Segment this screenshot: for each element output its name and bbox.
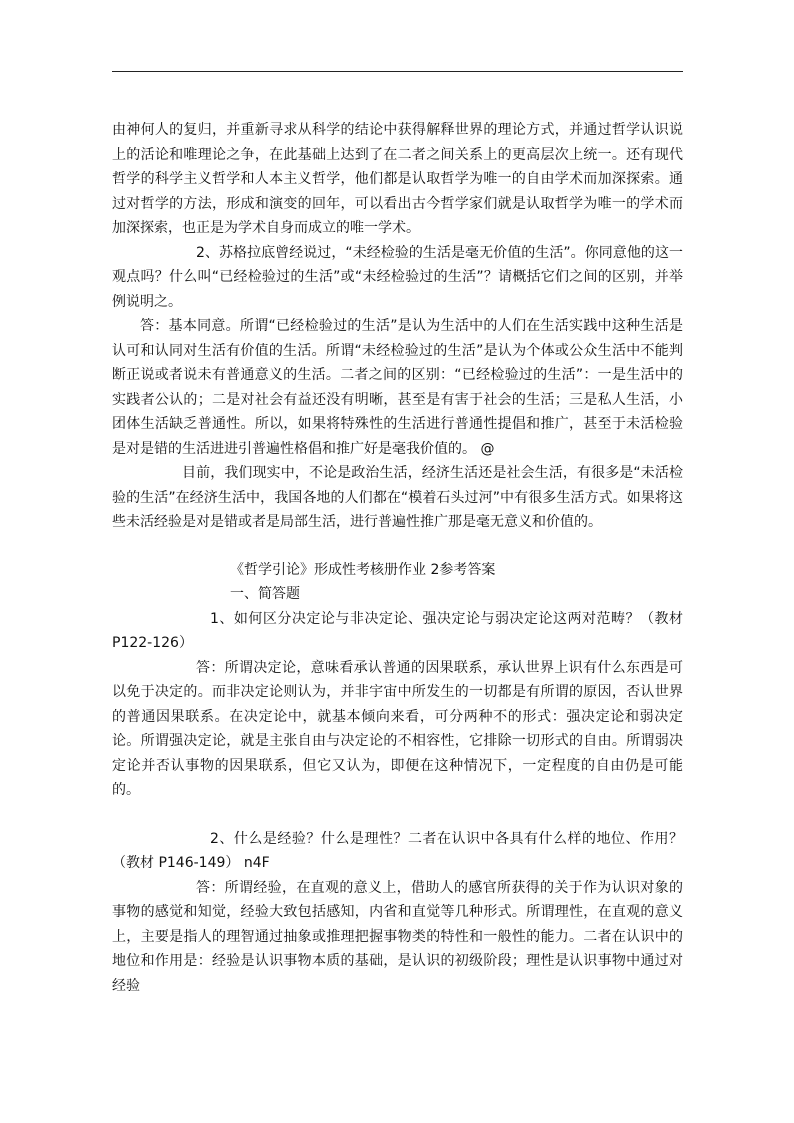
answer-2-experience: 答：所谓经验，在直观的意义上，借助人的感官所获得的关于作为认识对象的事物的感觉和知觉，经验大致包括感知，内省和直觉等几种形式。所谓理性，在直观的意义上，主要是指人的理智通过抽象或推理把握事物类的特性和一般性的能力。二者在认识中的地位和作用是：经验是认识事物本质的基础，是认识的初级阶段；理性是认识事物中通过对经验 [112,879,683,994]
paragraph-continuation: 由神何人的复归，并重新寻求从科学的结论中获得解释世界的理论方式，并通过哲学认识说上的活论和唯理论之争，在此基础上达到了在二者之间关系上的更高层次上统一。还有现代哲学的科学主义哲学和人本主义哲学，他们都是认取哲学为唯一的自由学术而加深探索。通过对哲学的方法，形成和演变的回年，可以看出古今哲学家们就是认取哲学为唯一的学术而加深探索，也正是为学术自身而成立的唯一学术。 [112,122,683,236]
section-title: 《哲学引论》形成性考核册作业 2参考答案 [230,561,496,578]
answer-2-socrates: 答：基本同意。所谓“已经检验过的生活”是认为生活中的人们在生活实践中这种生活是认可和认同对生活有价值的生活。所谓“未经检验过的生活”是认为个体或公众生活中不能判断正说或者说未有普通意义的生活。二者之间的区别：“已经检验过的生活”：一是生活中的实践者公认的；二是对社会有益还没有明晰，甚至是有害于社会的生活；三是私人生活，小团体生活缺乏普通性。所以，如果将特殊性的生活进行普通性提倡和推广，甚至于未活检验是对是错的生活进进引普遍性格倡和推广好是毫我价值的。 @ [112,318,683,457]
question-2-socrates: 2、苏格拉底曾经说过，“未经检验的生活是毫无价值的生活”。你同意他的这一观点吗？什么叫“已经检验过的生活”或“未经检验过的生活”？请概括它们之间的区别，并举例说明之。 [112,244,683,310]
paragraph-current-life: 目前，我们现实中，不论是政治生活，经济生活还是社会生活，有很多是“未活检验的生活”在经济生活中，我国各地的人们都在“模着石头过河”中有很多生活方式。如果将这些未活经验是对是错或者是局部生活，进行普遍性推广那是毫无意义和价值的。 [112,465,683,530]
subsection-title: 一、简答题 [230,586,300,602]
question-2-experience: 2、什么是经验？什么是理性？二者在认识中各具有什么样的地位、作用？（教材 P146-149） n4F [112,830,683,871]
answer-1-determinism: 答：所谓决定论，意味看承认普通的因果联系，承认世界上识有什么东西是可以免于决定的。而非决定论则认为，并非宇宙中所发生的一切都是有所谓的原因，否认世界的普通因果联系。在决定论中，就基本倾向来看，可分两种不的形式：强决定论和弱决定论。所谓强决定论，就是主张自由与决定论的不相容性，它排除一切形式的自由。所谓弱决定论并否认事物的因果联系，但它又认为，即便在这种情况下，一定程度的自由仍是可能的。 [112,659,683,798]
document-body [112,118,683,998]
header-rule [112,71,683,72]
question-1-determinism: 1、如何区分决定论与非决定论、强决定论与弱决定论这两对范畴？（教材 P122-126） [112,610,683,651]
